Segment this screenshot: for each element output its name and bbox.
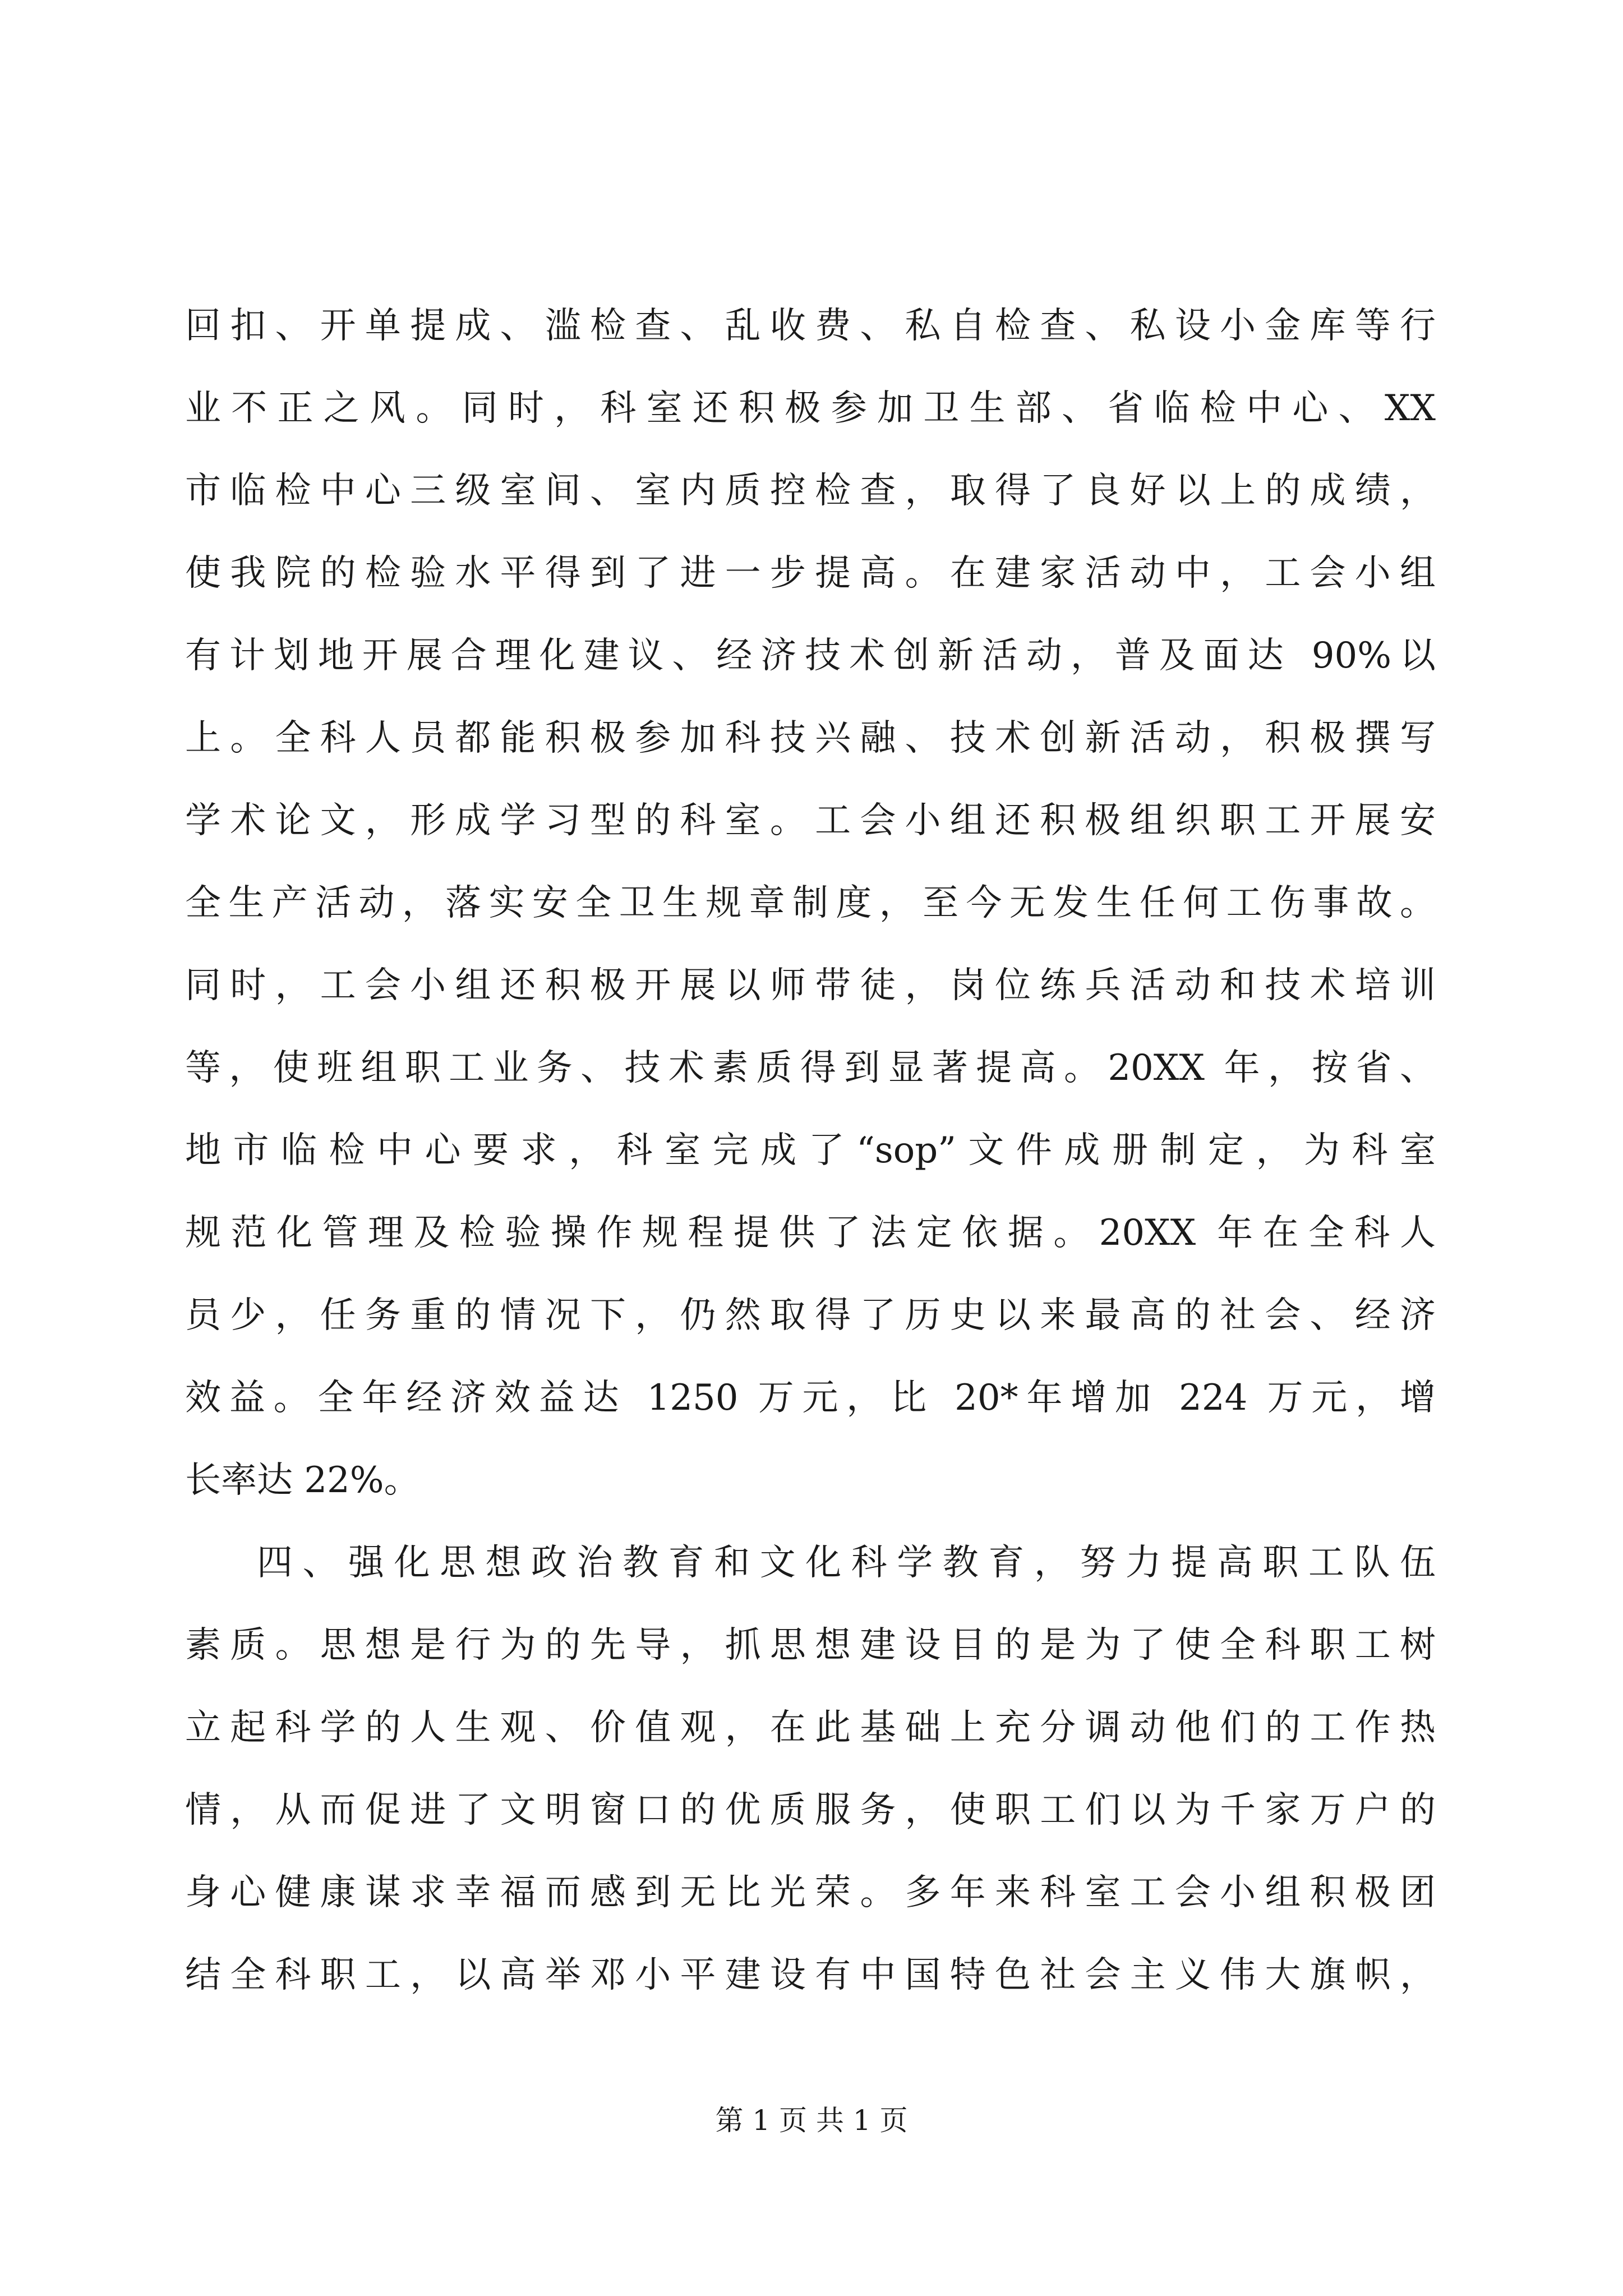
text-line: 员少，任务重的情况下，仍然取得了历史以来最高的社会、经济 — [185, 1295, 1436, 1336]
text-line: 结全科职工，以高举邓小平建设有中国特色社会主义伟大旗帜， — [185, 1954, 1436, 1996]
page-footer: 第 1 页 共 1 页 — [715, 2104, 908, 2137]
text-line: 学术论文，形成学习型的科室。工会小组还积极组织职工开展安 — [185, 800, 1436, 841]
paragraph-end-line: 长率达 22%。 — [185, 1460, 420, 1501]
text-line: 全生产活动，落实安全卫生规章制度，至今无发生任何工伤事故。 — [185, 882, 1436, 924]
text-line: 同时，工会小组还积极开展以师带徒，岗位练兵活动和技术培训 — [185, 965, 1436, 1006]
text-line: 使我院的检验水平得到了进一步提高。在建家活动中，工会小组 — [185, 553, 1436, 594]
text-line: 等，使班组职工业务、技术素质得到显著提高。20XX 年，按省、 — [185, 1047, 1436, 1089]
text-line: 业不正之风。同时，科室还积极参加卫生部、省临检中心、XX — [185, 388, 1436, 429]
text-line: 上。全科人员都能积极参加科技兴融、技术创新活动，积极撰写 — [185, 717, 1436, 759]
text-line: 地市临检中心要求，科室完成了“sop”文件成册制定，为科室 — [185, 1130, 1436, 1171]
text-line: 效益。全年经济效益达 1250 万元，比 20*年增加 224 万元，增 — [185, 1377, 1436, 1419]
body-text — [185, 300, 1436, 2032]
text-line: 立起科学的人生观、价值观，在此基础上充分调动他们的工作热 — [185, 1707, 1436, 1749]
text-line: 有计划地开展合理化建议、经济技术创新活动，普及面达 90%以 — [185, 635, 1436, 677]
text-line: 身心健康谋求幸福而感到无比光荣。多年来科室工会小组积极团 — [185, 1872, 1436, 1913]
text-line: 素质。思想是行为的先导，抓思想建设目的是为了使全科职工树 — [185, 1625, 1436, 1666]
text-line: 回扣、开单提成、滥检查、乱收费、私自检查、私设小金库等行 — [185, 305, 1436, 347]
paragraph-start-line: 四、强化思想政治教育和文化科学教育，努力提高职工队伍 — [257, 1542, 1436, 1584]
text-line: 市临检中心三级室间、室内质控检查，取得了良好以上的成绩， — [185, 470, 1436, 512]
text-line: 规范化管理及检验操作规程提供了法定依据。20XX 年在全科人 — [185, 1212, 1436, 1254]
text-line: 情，从而促进了文明窗口的优质服务，使职工们以为千家万户的 — [185, 1789, 1436, 1831]
